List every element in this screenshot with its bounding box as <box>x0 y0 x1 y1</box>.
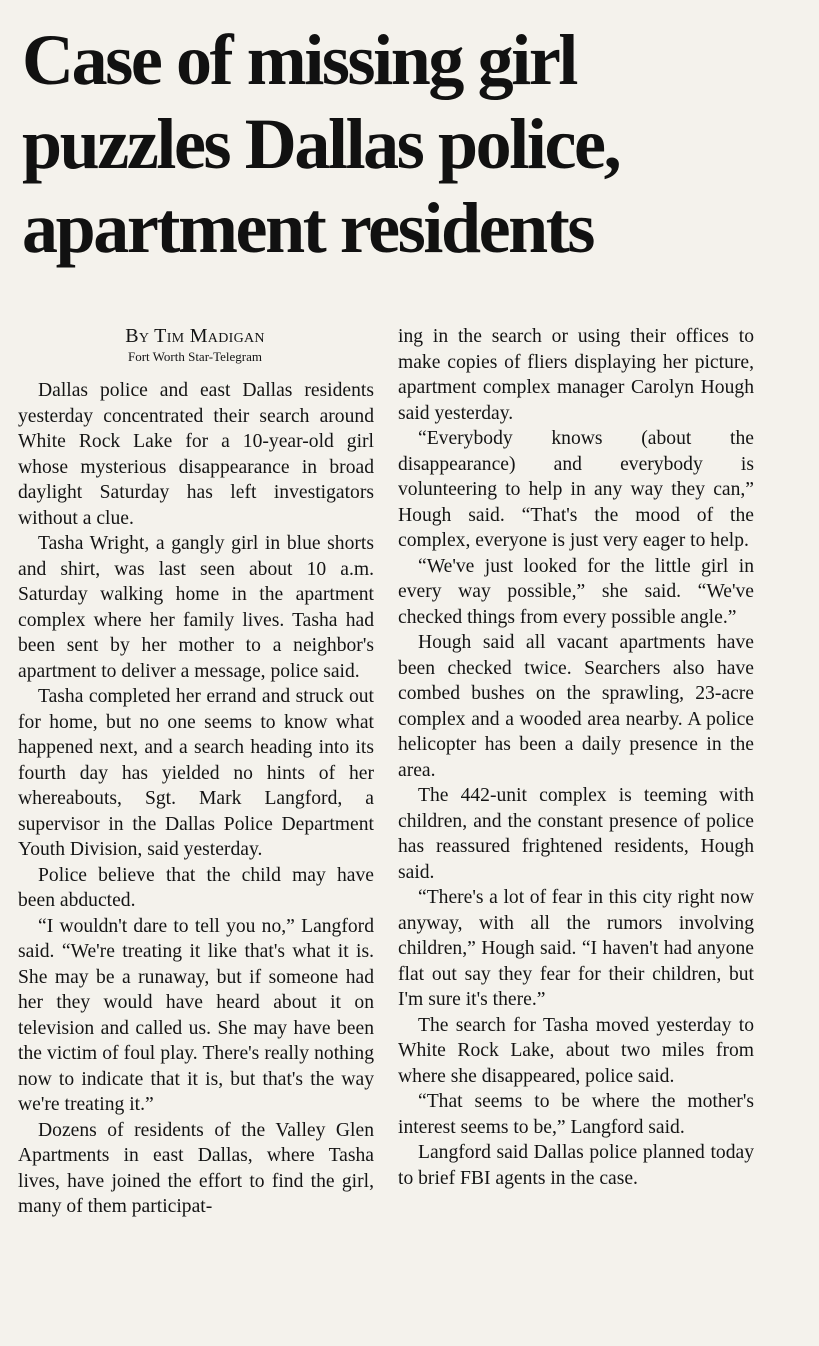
paragraph: Langford said Dallas police planned today to brief FBI agents in the case. <box>398 1142 754 1189</box>
article-column-right <box>398 324 754 1191</box>
headline-line-1: Case of missing girl <box>22 20 576 100</box>
paragraph: “We've just looked for the little girl in every way possible,” she said. “We've checked things from every possible angle.” <box>398 555 754 628</box>
byline-block <box>18 325 372 365</box>
paragraph: “Everybody knows (about the disappearance) and everybody is volunteering to help in any way they can,” Hough said. “That's the mood of the complex, everyone is just very eager to help. <box>398 428 754 551</box>
paragraph: “There's a lot of fear in this city right now anyway, with all the rumors involving children,” Hough said. “I haven't had anyone flat out say they fear for their children, but I'm sure it's there.” <box>398 887 754 1010</box>
byline-affiliation: Fort Worth Star-Telegram <box>127 349 262 364</box>
paragraph: “I wouldn't dare to tell you no,” Langford said. “We're treating it like that's what it is. She may be a runaway, but if someone had her they would have heard about it on television and called us. She may have been the victim of foul play. There's really nothing now to indicate that it is, but that's the way we're treating it.” <box>18 915 374 1115</box>
paragraph: Tasha completed her errand and struck out for home, but no one seems to know what happened next, and a search heading into its fourth day has yielded no hints of her whereabouts, Sgt. Mark Langford, a supervisor in the Dallas Police Department Youth Division, said yesterday. <box>18 686 374 860</box>
article-column-left <box>18 378 374 1220</box>
paragraph: Hough said all vacant apartments have been checked twice. Searchers also have combed bushes on the sprawling, 23-acre complex and a wooded area nearby. A police helicopter has been a daily presence in the area. <box>398 632 754 781</box>
paragraph: Dozens of residents of the Valley Glen Apartments in east Dallas, where Tasha lives, have joined the effort to find the girl, many of them participat- <box>18 1119 374 1217</box>
byline-author: By Tim Madigan <box>125 325 265 347</box>
paragraph: The search for Tasha moved yesterday to White Rock Lake, about two miles from where she disappeared, police said. <box>398 1014 754 1087</box>
paragraph: “That seems to be where the mother's interest seems to be,” Langford said. <box>398 1091 754 1138</box>
paragraph-continued: ing in the search or using their offices to make copies of fliers displaying her picture, apartment complex manager Carolyn Hough said yesterday. <box>398 326 754 424</box>
headline-line-2: puzzles Dallas police, <box>22 104 620 184</box>
paragraph: Police believe that the child may have been abducted. <box>18 864 374 911</box>
paragraph: Dallas police and east Dallas residents yesterday concentrated their search around White Rock Lake for a 10-year-old girl whose mysterious disappearance in broad daylight Saturday has left investigators without a clue. <box>18 380 374 529</box>
headline <box>22 18 812 270</box>
headline-line-3: apartment residents <box>22 188 594 268</box>
paragraph: The 442-unit complex is teeming with children, and the constant presence of police has reassured frightened residents, Hough said. <box>398 785 754 883</box>
paragraph: Tasha Wright, a gangly girl in blue shorts and shirt, was last seen about 10 a.m. Saturday walking home in the apartment complex where her family lives. Tasha had been sent by her mother to a neighbor's apartment to deliver a message, police said. <box>18 533 374 682</box>
